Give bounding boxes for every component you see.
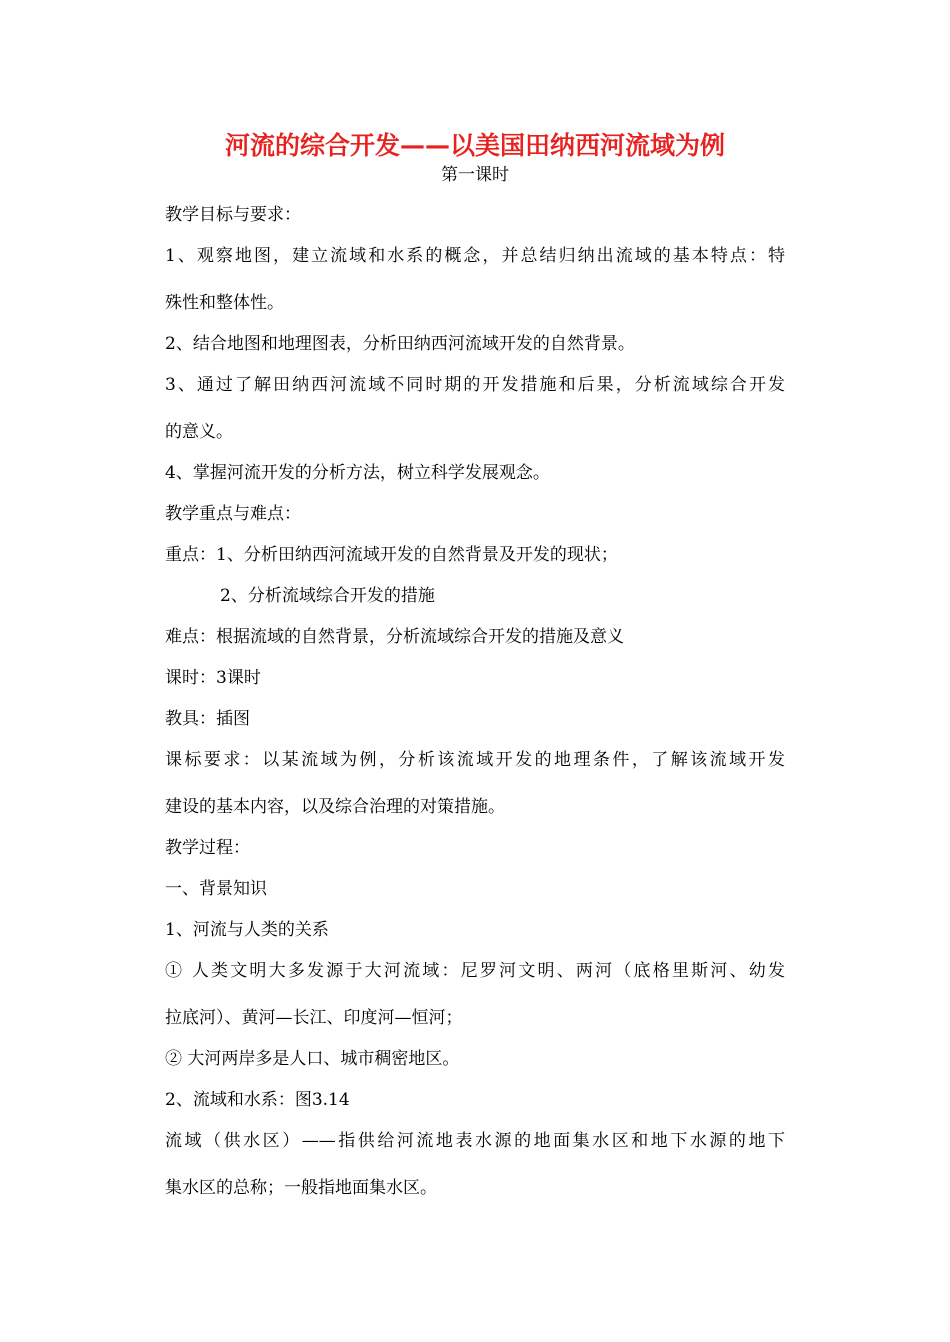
text-line: 课标要求：以某流域为例，分析该流域开发的地理条件，了解该流域开发 xyxy=(165,750,785,770)
text-line: 课时：3课时 xyxy=(165,668,261,688)
text-line: 教学重点与难点： xyxy=(165,504,301,524)
text-line: 重点：1、分析田纳西河流域开发的自然背景及开发的现状； xyxy=(165,545,618,565)
text-line: 一、背景知识 xyxy=(165,879,267,899)
text-line: 4、掌握河流开发的分析方法，树立科学发展观念。 xyxy=(165,463,550,483)
text-line: 难点：根据流域的自然背景，分析流域综合开发的措施及意义 xyxy=(165,627,624,647)
text-line: 1、河流与人类的关系 xyxy=(165,920,329,940)
text-line: 建设的基本内容，以及综合治理的对策措施。 xyxy=(165,797,505,817)
text-line: 集水区的总称；一般指地面集水区。 xyxy=(165,1178,437,1198)
text-line: 教学目标与要求： xyxy=(165,205,301,225)
text-line: 的意义。 xyxy=(165,422,233,442)
text-line: 殊性和整体性。 xyxy=(165,293,284,313)
text-line: 2、分析流域综合开发的措施 xyxy=(220,586,435,606)
document-title: 河流的综合开发——以美国田纳西河流域为例 xyxy=(224,131,725,160)
text-line: 3、通过了解田纳西河流域不同时期的开发措施和后果，分析流域综合开发 xyxy=(165,375,785,395)
text-line: 教具：插图 xyxy=(165,709,250,729)
text-line: 教学过程： xyxy=(165,838,250,858)
text-line: ② 大河两岸多是人口、城市稠密地区。 xyxy=(165,1049,460,1069)
text-line: 1、观察地图，建立流域和水系的概念，并总结归纳出流域的基本特点：特 xyxy=(165,246,785,266)
text-line: 拉底河）、黄河—长江、印度河—恒河； xyxy=(165,1008,463,1028)
text-line: 2、结合地图和地理图表，分析田纳西河流域开发的自然背景。 xyxy=(165,334,635,354)
text-line: ① 人类文明大多发源于大河流域：尼罗河文明、两河（底格里斯河、幼发 xyxy=(165,961,785,981)
text-line: 流域（供水区）——指供给河流地表水源的地面集水区和地下水源的地下 xyxy=(165,1131,785,1151)
document-subtitle: 第一课时 xyxy=(441,165,509,185)
text-line: 2、流域和水系：图3.14 xyxy=(165,1090,350,1110)
